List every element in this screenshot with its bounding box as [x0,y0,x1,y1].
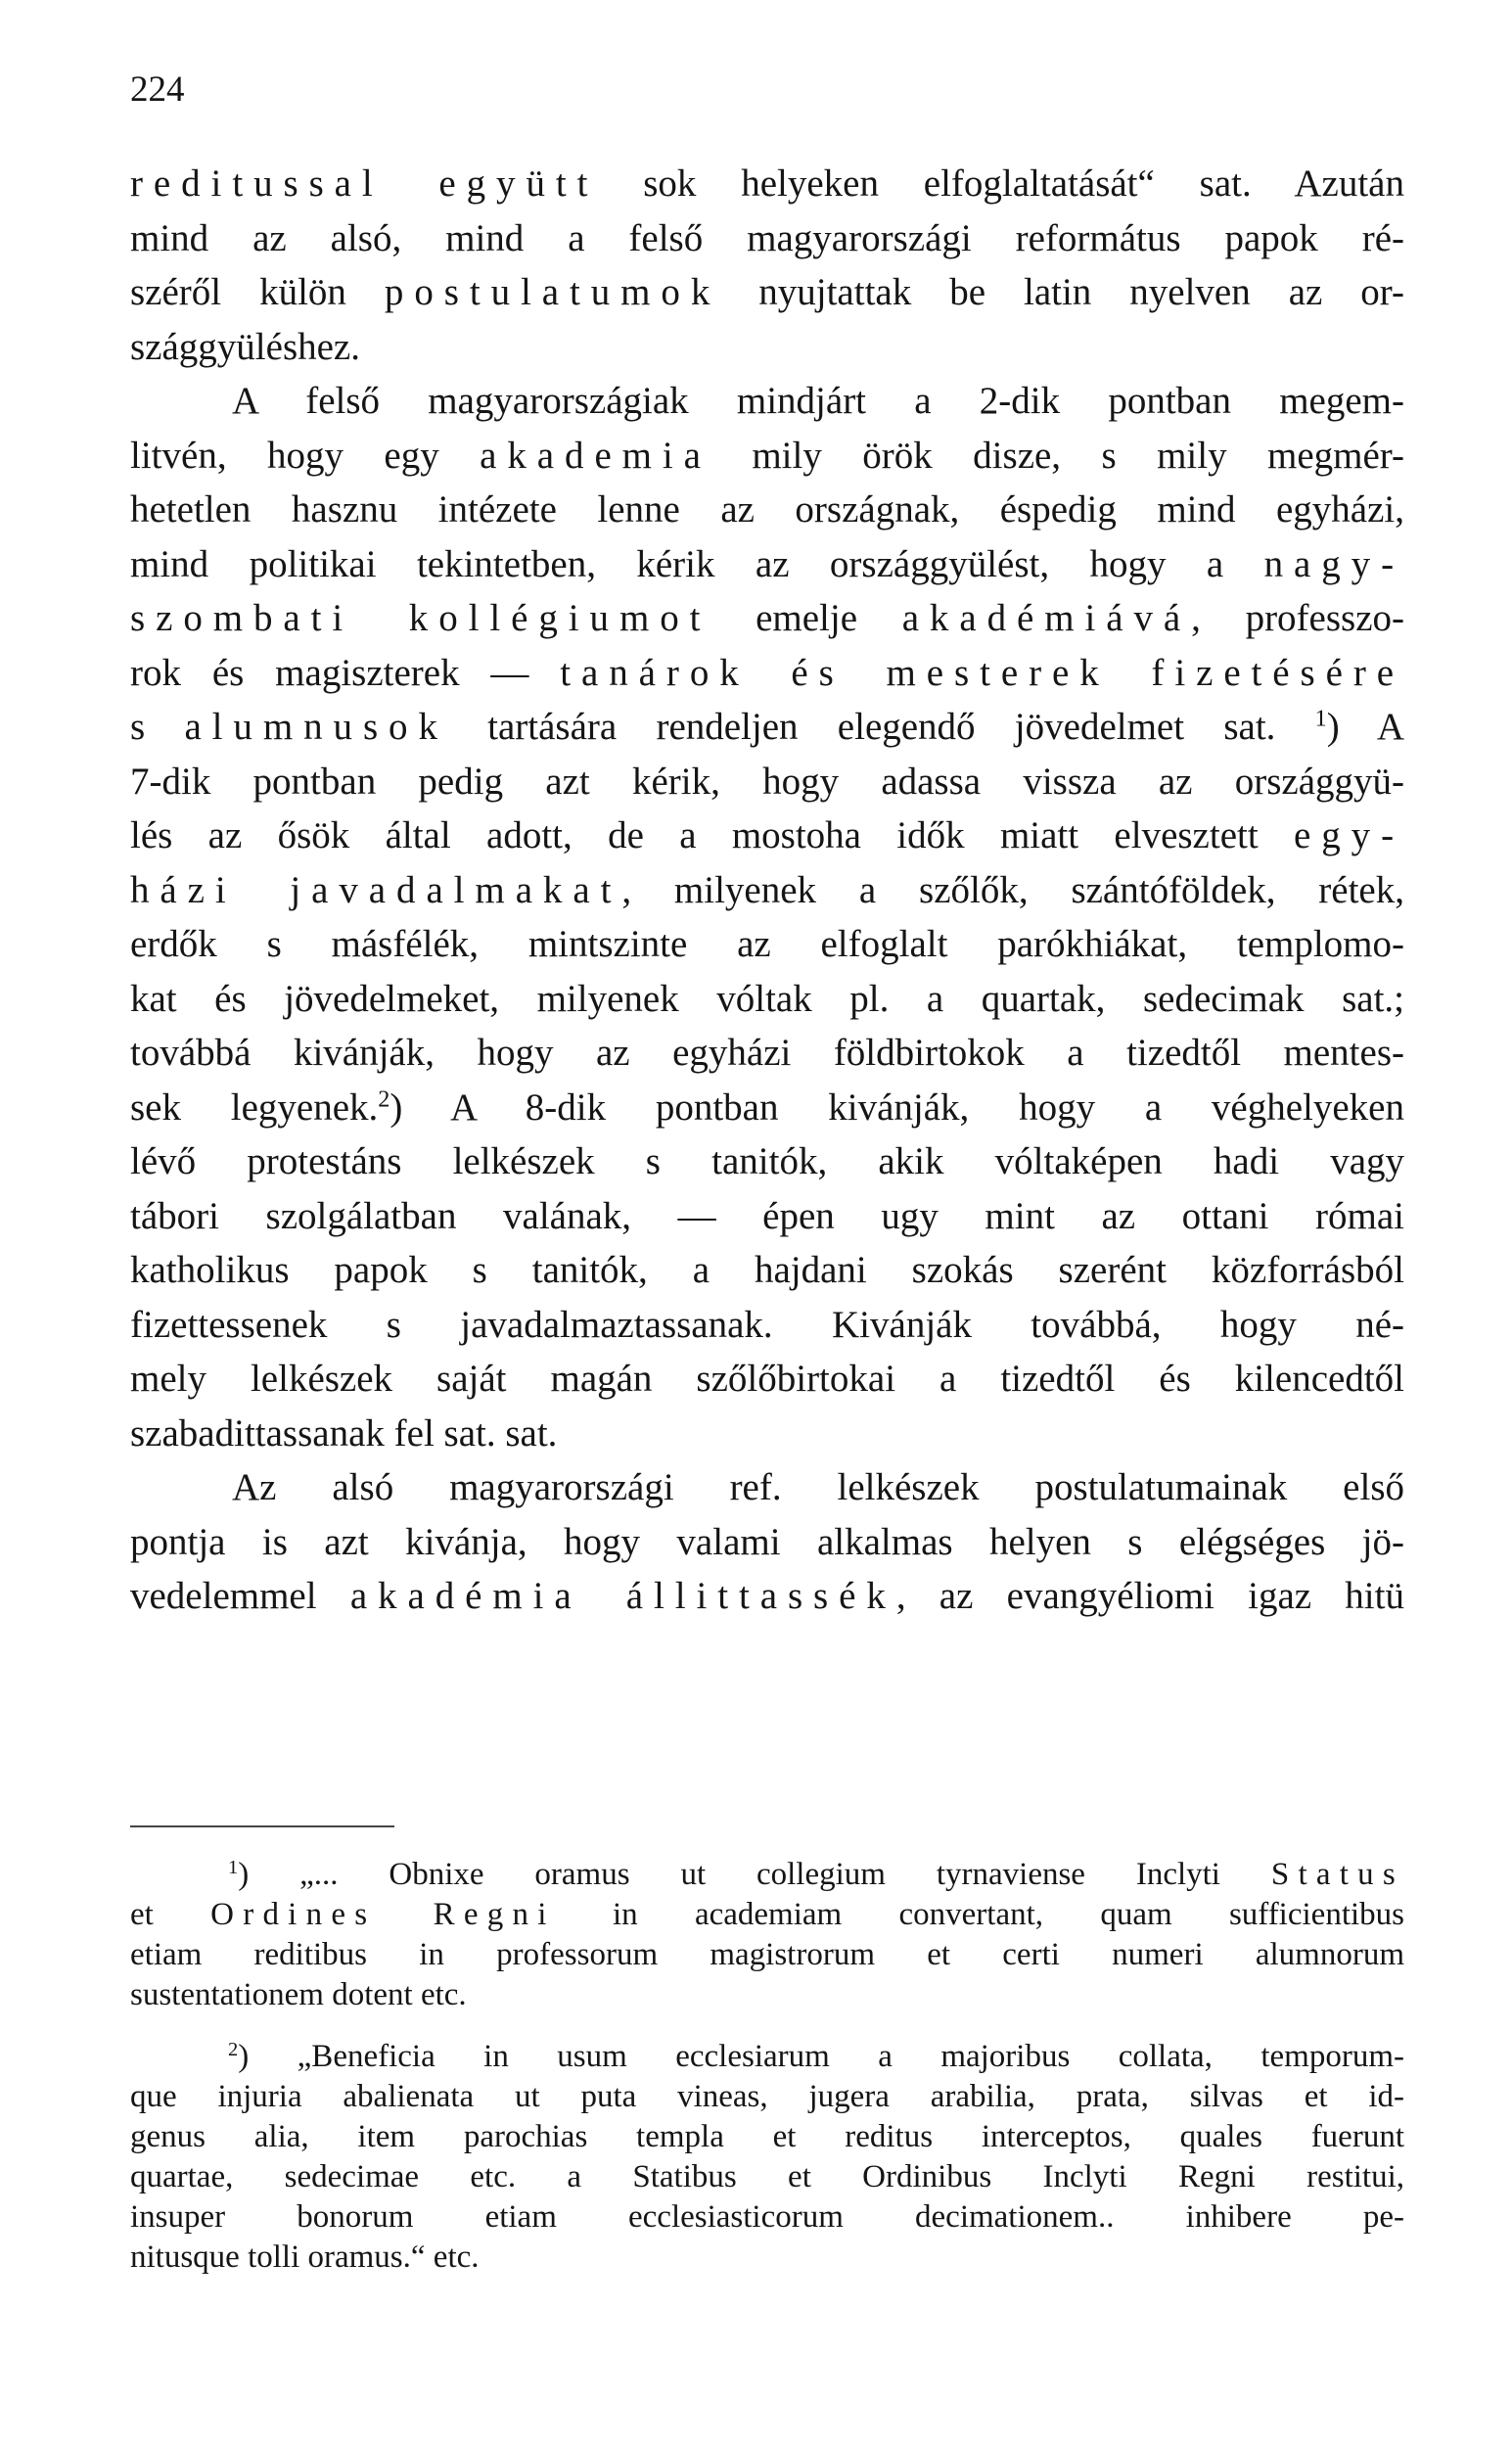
text-line [130,1569,1404,1624]
text-segment: tartására rendeljen elegendő jövedelmet sat. [447,706,1315,748]
footnote-gap [130,2015,1404,2037]
spaced-emphasis: szombati kollégiumot [130,597,711,639]
text-line [130,755,1404,809]
footnote-line [130,1935,1404,1975]
text-segment: etiam reditibus in professorum magistrorum et certi numeri alumnorum [130,1937,1404,1972]
paragraph-start-line [130,374,1404,429]
text-segment: fizettessenek s javadalmaztassanak. Kivánják továbbá, hogy né- [130,1303,1404,1346]
text-line [130,1407,1404,1461]
footnote-2 [130,2037,1404,2077]
text-segment: lévő protestáns lelkészek s tanitók, akik vóltaképen hadi vagy [130,1140,1404,1182]
text-segment: litvén, hogy egy [130,434,481,477]
footnote-line [130,2238,1404,2278]
footnote-paren: ) [238,2039,298,2074]
page-number: 224 [130,69,185,110]
text-segment: nitusque tolli oramus.“ etc. [130,2239,480,2275]
text-segment: insuper bonorum etiam ecclesiasticorum decimationem.. inhibere pe- [130,2199,1404,2235]
text-segment: sek legyenek. [130,1085,379,1129]
text-segment: mely lelkészek saját magán szőlőbirtokai a tizedtől és kilencedtől [130,1358,1404,1400]
spaced-emphasis: Status [1270,1857,1404,1892]
text-segment: mind politikai tekintetben, kérik az országgyülést, hogy a [130,542,1264,585]
text-segment: que injuria abalienata ut puta vineas, jugera arabilia, prata, silvas et id- [130,2079,1404,2114]
text-segment: továbbá kivánják, hogy az egyházi földbirtokok a tizedtől mentes- [130,1032,1404,1074]
text-segment: „... Obnixe oramus ut collegium tyrnaviense Inclyti [299,1857,1271,1892]
footnote-1 [130,1855,1404,1895]
text-line [130,157,1404,211]
text-line [130,808,1404,863]
text-segment: mily örök disze, s mily megmér- [710,434,1404,477]
text-line [130,537,1404,592]
footnote-marker: 1 [228,1856,239,1878]
text-line [130,917,1404,972]
text-line [130,211,1404,266]
text-segment: , milyenek a szőlők, szántóföldek, rétek, [621,868,1404,911]
text-segment: genus alia, item parochias templa et reditus interceptos, quales fuerunt [130,2119,1404,2154]
text-segment: , az evangyéliomi igaz hitü [895,1575,1404,1617]
paragraph-start-line [130,1460,1404,1515]
text-line [130,429,1404,484]
text-segment: ) A 8-dik pontban kivánják, hogy a véghelyeken [389,1085,1404,1129]
text-segment [376,1897,433,1932]
text-line [130,483,1404,537]
spaced-emphasis: alumnusok [184,706,448,748]
text-segment: tábori szolgálatban valának, — épen ugy mint az ottani római [130,1194,1404,1237]
text-segment: et [130,1897,211,1932]
footnote-separator [130,1825,394,1827]
text-segment: pontja is azt kivánja, hogy valami alkalmas helyen s elégséges jö- [130,1520,1404,1563]
text-segment: hetetlen hasznu intézete lenne az országnak, éspedig mind egyházi, [130,488,1404,531]
text-segment: s [130,706,185,748]
text-segment: nyujtattak be latin nyelven az or- [720,271,1404,313]
text-segment: kat és jövedelmeket, milyenek vóltak pl. a quartak, sedecimak sat.; [130,977,1404,1020]
spaced-emphasis: házi javadalmakat [130,868,622,911]
text-segment: , professzo- [1191,597,1404,639]
text-line [130,972,1404,1027]
spaced-emphasis: postulatumok [384,271,721,313]
spaced-emphasis: tanárok és mesterek fizetésére [560,651,1404,694]
text-segment: mind az alsó, mind a felső magyarországi református papok ré- [130,216,1404,259]
footnote-marker: 2 [228,2038,239,2060]
spaced-emphasis: egy- [1294,814,1404,856]
text-segment: széről külön [130,271,385,313]
text-segment: „Beneficia in usum ecclesiarum a majoribus collata, temporum- [297,2039,1404,2074]
text-segment: 7-dik pontban pedig azt kérik, hogy adassa vissza az országgyü- [130,760,1404,803]
text-segment: emelje [710,597,902,639]
text-line [130,700,1404,755]
footnote-line [130,2117,1404,2157]
text-segment: rok és magiszterek — [130,651,561,694]
text-segment: erdők s másfélék, mintszinte az elfoglalt parókhiákat, templomo- [130,923,1404,965]
main-text [130,157,1404,1624]
text-segment: Az alsó magyarországi ref. lelkészek postulatumainak első [232,1466,1404,1508]
text-line [130,1298,1404,1353]
text-line [130,646,1404,701]
footnote-line [130,1975,1404,2015]
text-line [130,1515,1404,1570]
spaced-emphasis: akademia [480,434,711,477]
footnote-line [130,2077,1404,2117]
spaced-emphasis: reditussal együtt [130,162,599,205]
footnote-ref-1: 1 [1314,705,1327,732]
text-line [130,265,1404,320]
spaced-emphasis: akadémia állittassék [349,1575,896,1617]
text-line [130,1352,1404,1407]
text-line [130,320,1404,375]
text-segment: in academiam convertant, quam sufficientibus [555,1897,1404,1932]
text-line [130,1026,1404,1081]
text-segment: sustentationem dotent etc. [130,1977,467,2012]
spaced-emphasis: akadémiává [901,597,1192,639]
footnote-ref-2: 2 [378,1085,390,1113]
text-segment: szággyüléshez. [130,325,360,368]
spaced-emphasis: Ordines [210,1897,377,1932]
spaced-emphasis: nagy- [1263,542,1404,585]
spaced-emphasis: Regni [433,1897,556,1932]
text-segment: sok helyeken elfoglaltatását“ sat. Azután [598,162,1404,205]
text-segment: szabadittassanak fel sat. sat. [130,1411,558,1454]
text-segment: lés az ősök által adott, de a mostoha idők miatt elvesztett [130,814,1295,856]
footnote-line [130,1895,1404,1935]
text-line [130,591,1404,646]
text-segment: A felső magyarországiak mindjárt a 2-dik pontban megem- [232,380,1404,422]
text-segment: katholikus papok s tanitók, a hajdani szokás szerént közforrásból [130,1249,1404,1291]
text-segment: vedelemmel [130,1575,350,1617]
text-line [130,1081,1404,1135]
text-line [130,1243,1404,1298]
text-line [130,1189,1404,1244]
footnote-line [130,2197,1404,2238]
footnote-paren: ) [238,1857,300,1892]
footnotes [130,1855,1404,2278]
footnote-line [130,2157,1404,2197]
text-line [130,863,1404,918]
text-line [130,1134,1404,1189]
text-segment: ) A [1326,706,1404,748]
text-segment: quartae, sedecimae etc. a Statibus et Ordinibus Inclyti Regni restitui, [130,2159,1404,2194]
